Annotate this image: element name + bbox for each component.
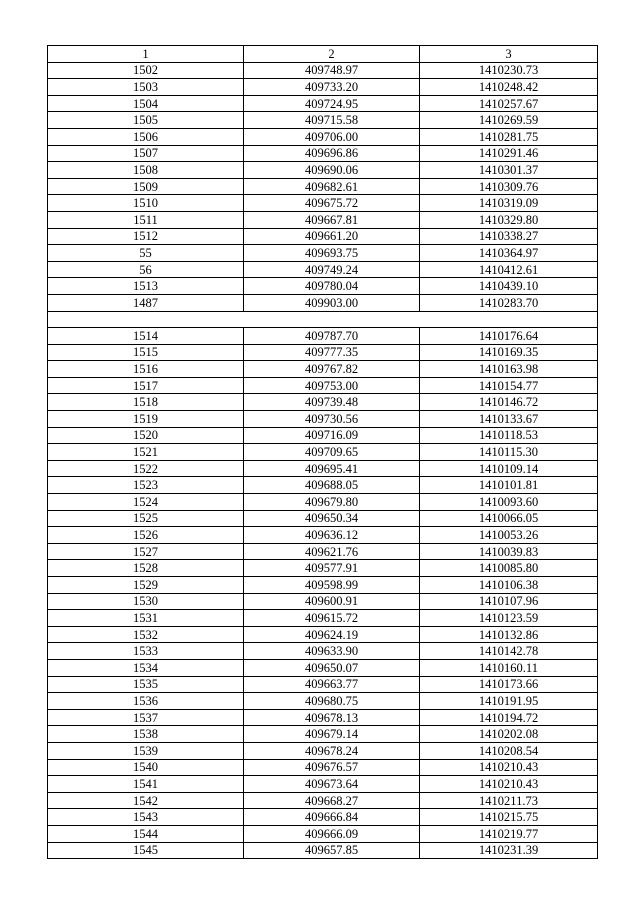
coordinates-document: [47, 45, 597, 859]
table-row: [48, 344, 598, 361]
x-coordinate-cell: 409787.70: [244, 328, 420, 345]
point-number-cell: 1542: [48, 792, 244, 809]
point-number-cell: 1528: [48, 560, 244, 577]
y-coordinate-cell: 1410101.81: [420, 477, 598, 494]
x-coordinate-cell: 409673.64: [244, 776, 420, 793]
y-coordinate-cell: 1410210.43: [420, 776, 598, 793]
y-coordinate-cell: 1410231.39: [420, 842, 598, 859]
y-coordinate-cell: 1410248.42: [420, 79, 598, 96]
table-row: [48, 460, 598, 477]
table-row: [48, 128, 598, 145]
x-coordinate-cell: 409663.77: [244, 676, 420, 693]
x-coordinate-cell: 409667.81: [244, 211, 420, 228]
y-coordinate-cell: 1410210.43: [420, 759, 598, 776]
x-coordinate-cell: 409598.99: [244, 577, 420, 594]
y-coordinate-cell: 1410142.78: [420, 643, 598, 660]
point-number-cell: 1520: [48, 427, 244, 444]
y-coordinate-cell: 1410154.77: [420, 377, 598, 394]
table-row: [48, 394, 598, 411]
y-coordinate-cell: 1410230.73: [420, 62, 598, 79]
y-coordinate-cell: 1410283.70: [420, 294, 598, 311]
x-coordinate-cell: 409903.00: [244, 294, 420, 311]
column-header-y: 3: [420, 46, 598, 63]
point-number-cell: 1544: [48, 825, 244, 842]
point-number-cell: 1525: [48, 510, 244, 527]
point-number-cell: 1522: [48, 460, 244, 477]
y-coordinate-cell: 1410066.05: [420, 510, 598, 527]
table-row: [48, 377, 598, 394]
point-number-cell: 1521: [48, 444, 244, 461]
table-row: [48, 62, 598, 79]
point-number-cell: 1527: [48, 543, 244, 560]
table-row: [48, 593, 598, 610]
x-coordinate-cell: 409668.27: [244, 792, 420, 809]
y-coordinate-cell: 1410329.80: [420, 211, 598, 228]
table-row: [48, 610, 598, 627]
table-row: [48, 195, 598, 212]
x-coordinate-cell: 409680.75: [244, 693, 420, 710]
table-row: [48, 261, 598, 278]
x-coordinate-cell: 409730.56: [244, 411, 420, 428]
x-coordinate-cell: 409709.65: [244, 444, 420, 461]
x-coordinate-cell: 409724.95: [244, 95, 420, 112]
y-coordinate-cell: 1410085.80: [420, 560, 598, 577]
point-number-cell: 1512: [48, 228, 244, 245]
point-number-cell: 1523: [48, 477, 244, 494]
point-number-cell: 1529: [48, 577, 244, 594]
table-row: [48, 245, 598, 262]
column-header-point: 1: [48, 46, 244, 63]
x-coordinate-cell: 409679.14: [244, 726, 420, 743]
x-coordinate-cell: 409780.04: [244, 278, 420, 295]
y-coordinate-cell: 1410133.67: [420, 411, 598, 428]
x-coordinate-cell: 409678.13: [244, 709, 420, 726]
point-number-cell: 1504: [48, 95, 244, 112]
x-coordinate-cell: 409748.97: [244, 62, 420, 79]
table-row: [48, 444, 598, 461]
table-row: [48, 477, 598, 494]
y-coordinate-cell: 1410109.14: [420, 460, 598, 477]
x-coordinate-cell: 409650.34: [244, 510, 420, 527]
y-coordinate-cell: 1410412.61: [420, 261, 598, 278]
x-coordinate-cell: 409650.07: [244, 659, 420, 676]
y-coordinate-cell: 1410191.95: [420, 693, 598, 710]
point-number-cell: 1516: [48, 361, 244, 378]
table-row: [48, 228, 598, 245]
table-row: [48, 643, 598, 660]
point-number-cell: 1534: [48, 659, 244, 676]
table-row: [48, 95, 598, 112]
y-coordinate-cell: 1410169.35: [420, 344, 598, 361]
y-coordinate-cell: 1410281.75: [420, 128, 598, 145]
table-row: [48, 527, 598, 544]
y-coordinate-cell: 1410319.09: [420, 195, 598, 212]
x-coordinate-cell: 409739.48: [244, 394, 420, 411]
x-coordinate-cell: 409666.84: [244, 809, 420, 826]
point-number-cell: 1543: [48, 809, 244, 826]
x-coordinate-cell: 409693.75: [244, 245, 420, 262]
point-number-cell: 1487: [48, 294, 244, 311]
table-row: [48, 427, 598, 444]
table-row: [48, 709, 598, 726]
y-coordinate-cell: 1410309.76: [420, 178, 598, 195]
table-row: [48, 543, 598, 560]
x-coordinate-cell: 409706.00: [244, 128, 420, 145]
x-coordinate-cell: 409600.91: [244, 593, 420, 610]
x-coordinate-cell: 409682.61: [244, 178, 420, 195]
y-coordinate-cell: 1410439.10: [420, 278, 598, 295]
point-number-cell: 1510: [48, 195, 244, 212]
point-number-cell: 1502: [48, 62, 244, 79]
x-coordinate-cell: 409749.24: [244, 261, 420, 278]
table-row: [48, 577, 598, 594]
x-coordinate-cell: 409624.19: [244, 626, 420, 643]
y-coordinate-cell: 1410208.54: [420, 742, 598, 759]
table-row: [48, 809, 598, 826]
y-coordinate-cell: 1410123.59: [420, 610, 598, 627]
x-coordinate-cell: 409777.35: [244, 344, 420, 361]
x-coordinate-cell: 409733.20: [244, 79, 420, 96]
table-row: [48, 361, 598, 378]
table-row: [48, 112, 598, 129]
table-row: [48, 659, 598, 676]
x-coordinate-cell: 409666.09: [244, 825, 420, 842]
x-coordinate-cell: 409657.85: [244, 842, 420, 859]
x-coordinate-cell: 409716.09: [244, 427, 420, 444]
point-number-cell: 1514: [48, 328, 244, 345]
point-number-cell: 1509: [48, 178, 244, 195]
x-coordinate-cell: 409679.80: [244, 494, 420, 511]
point-number-cell: 1519: [48, 411, 244, 428]
y-coordinate-cell: 1410269.59: [420, 112, 598, 129]
point-number-cell: 1545: [48, 842, 244, 859]
y-coordinate-cell: 1410202.08: [420, 726, 598, 743]
x-coordinate-cell: 409661.20: [244, 228, 420, 245]
point-number-cell: 1518: [48, 394, 244, 411]
table-row: [48, 162, 598, 179]
y-coordinate-cell: 1410039.83: [420, 543, 598, 560]
point-number-cell: 1508: [48, 162, 244, 179]
y-coordinate-cell: 1410107.96: [420, 593, 598, 610]
table-row: [48, 742, 598, 759]
table-row: [48, 726, 598, 743]
table-row: [48, 842, 598, 859]
y-coordinate-cell: 1410106.38: [420, 577, 598, 594]
y-coordinate-cell: 1410176.64: [420, 328, 598, 345]
y-coordinate-cell: 1410291.46: [420, 145, 598, 162]
coordinates-table: [47, 45, 598, 859]
point-number-cell: 1539: [48, 742, 244, 759]
table-row: [48, 510, 598, 527]
x-coordinate-cell: 409696.86: [244, 145, 420, 162]
point-number-cell: 1511: [48, 211, 244, 228]
x-coordinate-cell: 409577.91: [244, 560, 420, 577]
x-coordinate-cell: 409688.05: [244, 477, 420, 494]
point-number-cell: 1533: [48, 643, 244, 660]
x-coordinate-cell: 409636.12: [244, 527, 420, 544]
table-row: [48, 411, 598, 428]
table-row: [48, 178, 598, 195]
column-header-x: 2: [244, 46, 420, 63]
y-coordinate-cell: 1410219.77: [420, 825, 598, 842]
y-coordinate-cell: 1410053.26: [420, 527, 598, 544]
separator-cell: [48, 311, 598, 328]
table-row: [48, 693, 598, 710]
x-coordinate-cell: 409767.82: [244, 361, 420, 378]
y-coordinate-cell: 1410173.66: [420, 676, 598, 693]
point-number-cell: 1532: [48, 626, 244, 643]
table-row: [48, 759, 598, 776]
table-row: [48, 79, 598, 96]
y-coordinate-cell: 1410338.27: [420, 228, 598, 245]
table-row: [48, 560, 598, 577]
point-number-cell: 1540: [48, 759, 244, 776]
table-row: [48, 494, 598, 511]
table-row: [48, 776, 598, 793]
y-coordinate-cell: 1410146.72: [420, 394, 598, 411]
point-number-cell: 1505: [48, 112, 244, 129]
section-separator-row: [48, 311, 598, 328]
y-coordinate-cell: 1410163.98: [420, 361, 598, 378]
x-coordinate-cell: 409675.72: [244, 195, 420, 212]
point-number-cell: 1536: [48, 693, 244, 710]
x-coordinate-cell: 409753.00: [244, 377, 420, 394]
y-coordinate-cell: 1410301.37: [420, 162, 598, 179]
point-number-cell: 1530: [48, 593, 244, 610]
point-number-cell: 56: [48, 261, 244, 278]
x-coordinate-cell: 409715.58: [244, 112, 420, 129]
point-number-cell: 1515: [48, 344, 244, 361]
y-coordinate-cell: 1410257.67: [420, 95, 598, 112]
table-row: [48, 278, 598, 295]
x-coordinate-cell: 409695.41: [244, 460, 420, 477]
y-coordinate-cell: 1410211.73: [420, 792, 598, 809]
point-number-cell: 1524: [48, 494, 244, 511]
point-number-cell: 1503: [48, 79, 244, 96]
point-number-cell: 1538: [48, 726, 244, 743]
x-coordinate-cell: 409676.57: [244, 759, 420, 776]
point-number-cell: 1517: [48, 377, 244, 394]
table-row: [48, 294, 598, 311]
table-row: [48, 145, 598, 162]
table-row: [48, 676, 598, 693]
table-row: [48, 792, 598, 809]
point-number-cell: 1526: [48, 527, 244, 544]
y-coordinate-cell: 1410364.97: [420, 245, 598, 262]
x-coordinate-cell: 409621.76: [244, 543, 420, 560]
y-coordinate-cell: 1410093.60: [420, 494, 598, 511]
table-row: [48, 626, 598, 643]
y-coordinate-cell: 1410215.75: [420, 809, 598, 826]
point-number-cell: 55: [48, 245, 244, 262]
y-coordinate-cell: 1410118.53: [420, 427, 598, 444]
point-number-cell: 1507: [48, 145, 244, 162]
x-coordinate-cell: 409615.72: [244, 610, 420, 627]
y-coordinate-cell: 1410160.11: [420, 659, 598, 676]
table-row: [48, 211, 598, 228]
table-body: [48, 62, 598, 859]
point-number-cell: 1535: [48, 676, 244, 693]
point-number-cell: 1541: [48, 776, 244, 793]
x-coordinate-cell: 409633.90: [244, 643, 420, 660]
point-number-cell: 1506: [48, 128, 244, 145]
point-number-cell: 1513: [48, 278, 244, 295]
x-coordinate-cell: 409678.24: [244, 742, 420, 759]
y-coordinate-cell: 1410115.30: [420, 444, 598, 461]
table-row: [48, 825, 598, 842]
table-header-row: [48, 46, 598, 63]
point-number-cell: 1531: [48, 610, 244, 627]
point-number-cell: 1537: [48, 709, 244, 726]
y-coordinate-cell: 1410132.86: [420, 626, 598, 643]
x-coordinate-cell: 409690.06: [244, 162, 420, 179]
y-coordinate-cell: 1410194.72: [420, 709, 598, 726]
table-row: [48, 328, 598, 345]
